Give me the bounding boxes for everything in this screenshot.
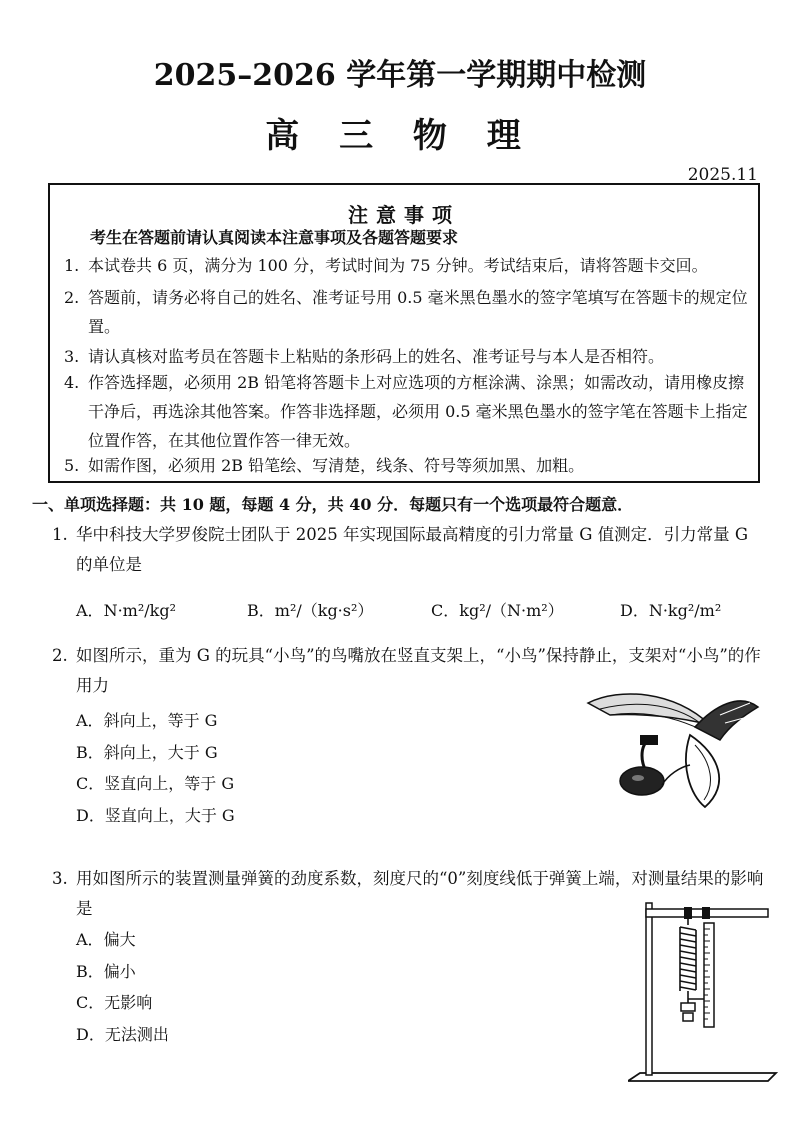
notice-item-number: 3.	[64, 347, 80, 366]
option-d: D．竖直向上，大于 G	[76, 806, 235, 825]
notice-item-text: 作答选择题，必须用 2B 铅笔将答题卡上对应选项的方框涂满、涂黑；如需改动，请用橡皮擦干净后，再选涂其他答案。作答非选择题，必须用 0.5 毫米黑色墨水的签字笔在答题卡上指定位置作答，在其他位置作答一律无效。	[88, 373, 748, 450]
option-a: A．偏大	[76, 930, 136, 949]
option-b: B．m²/（kg·s²）	[247, 601, 374, 620]
notice-item-number: 4.	[64, 373, 80, 392]
notice-item-text: 答题前，请务必将自己的姓名、准考证号用 0.5 毫米黑色墨水的签字笔填写在答题卡的规定位置。	[88, 288, 748, 336]
notice-item	[64, 251, 754, 280]
spring-icon	[680, 919, 696, 1003]
bird-wing-icon	[686, 735, 719, 807]
option-c: C．无影响	[76, 993, 153, 1012]
notice-item	[64, 342, 754, 371]
option-b: B．偏小	[76, 962, 136, 981]
question-number: 3.	[52, 869, 68, 888]
notice-item-text: 本试卷共 6 页，满分为 100 分，考试时间为 75 分钟。考试结束后，请将答题卡交回。	[88, 256, 708, 275]
question-number: 1.	[52, 525, 68, 544]
section-heading: 一、单项选择题：共 10 题，每题 4 分，共 40 分．每题只有一个选项最符合题意．	[32, 495, 634, 514]
option-a: A．N·m²/kg²	[76, 601, 176, 620]
notice-item-text: 请认真核对监考员在答题卡上粘贴的条形码上的姓名、准考证号与本人是否相符。	[88, 347, 665, 366]
question-stem: 如图所示，重为 G 的玩具“小鸟”的鸟嘴放在竖直支架上，“小鸟”保持静止，支架对“小鸟”的作用力	[76, 646, 761, 695]
notice-box	[48, 183, 760, 483]
notice-subtitle: 考生在答题前请认真阅读本注意事项及各题答题要求	[90, 228, 459, 247]
option-d: D．N·kg²/m²	[620, 601, 722, 620]
option-c: C．竖直向上，等于 G	[76, 774, 235, 793]
notice-item-number: 2.	[64, 288, 80, 307]
bird-body-icon	[620, 767, 664, 795]
option-a: A．斜向上，等于 G	[76, 711, 218, 730]
question-stem: 用如图所示的装置测量弹簧的劲度系数，刻度尺的“0”刻度线低于弹簧上端，对测量结果的影响是	[76, 869, 764, 918]
notice-item-number: 5.	[64, 456, 80, 475]
bird-head-icon	[695, 701, 758, 740]
notice-title: 注意事项	[348, 203, 460, 227]
notice-item	[64, 451, 754, 480]
notice-item	[64, 283, 754, 341]
stand-rod-icon	[646, 903, 652, 1075]
bird-tail-icon	[588, 694, 710, 725]
notice-item-number: 1.	[64, 256, 80, 275]
bird-toy-figure	[580, 685, 760, 815]
option-c: C．kg²/（N·m²）	[431, 601, 564, 620]
ruler-icon	[704, 923, 714, 1027]
question-stem: 华中科技大学罗俊院士团队于 2025 年实现国际最高精度的引力常量 G 值测定．引力常量 G 的单位是	[76, 525, 749, 574]
weight-icon	[681, 1003, 695, 1011]
exam-date: 2025.11	[687, 165, 758, 185]
spring-apparatus-figure	[628, 895, 778, 1087]
question-1	[52, 520, 764, 580]
subject-title: 高 三 物 理	[265, 116, 535, 156]
question-number: 2.	[52, 646, 68, 665]
option-d: D．无法测出	[76, 1025, 169, 1044]
option-b: B．斜向上，大于 G	[76, 743, 218, 762]
exam-title: 2025–2026 学年第一学期期中检测	[153, 58, 647, 93]
notice-item	[64, 368, 754, 455]
notice-item-text: 如需作图，必须用 2B 铅笔绘、写清楚，线条、符号等须加黑、加粗。	[88, 456, 585, 475]
